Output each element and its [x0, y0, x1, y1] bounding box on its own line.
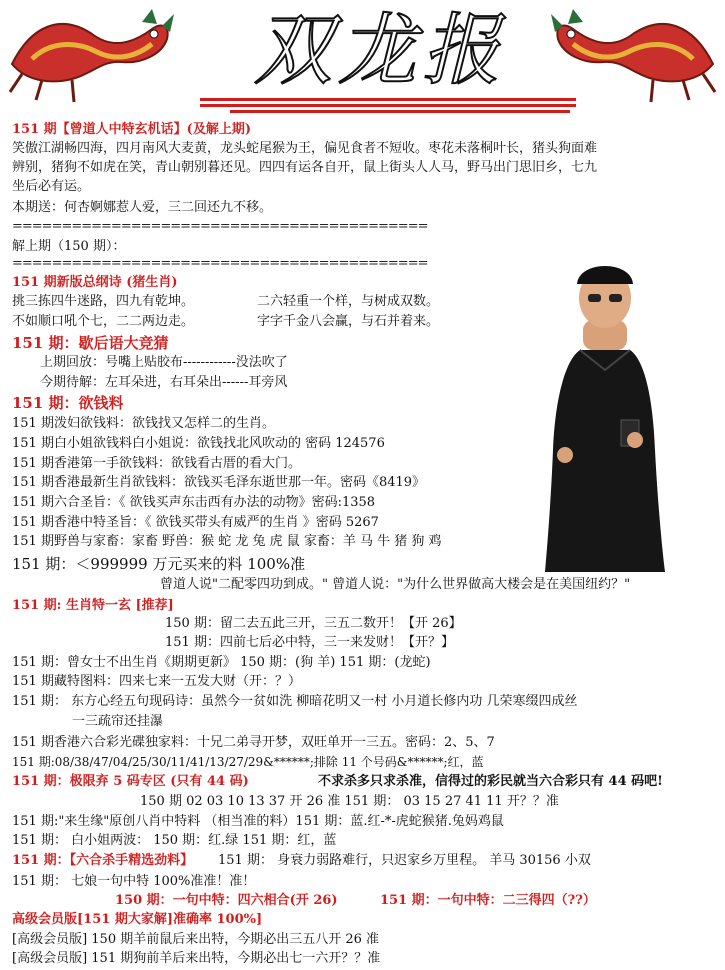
xiehouyu-heading: 151 期：歇后语大竞猜: [12, 334, 169, 352]
poem-line-1b: 二六轻重一个样，与树成双数。: [257, 294, 440, 309]
zodiac-heading: 151 期: 生肖特一玄 [推荐]: [12, 598, 174, 613]
yuqian-item: 151 期六合圣旨：《 欲钱买声东击西有办法的动物》密码:1358: [12, 495, 376, 510]
vip-heading: 高级会员版[151 期大家解]准确率 100%]: [12, 912, 263, 927]
killing-sub: 150 期 02 03 10 13 37 开 26 准 151 期： 03 15 27 41 11 开？？准: [140, 794, 559, 809]
xiehouyu-review: 上期回放：号嘴上贴胶布------------没法吹了: [40, 355, 288, 370]
poem-line-2a: 不如顺口吼个七，二二两边走。: [12, 314, 195, 329]
poem-line-2b: 字字千金八会赢，与石并着来。: [257, 314, 440, 329]
yuqian-ad: 151 期：＜999999 万元买来的料 100%准: [12, 555, 306, 573]
misc-row: 151 期： 七娘一句中特 100%准准！准！: [12, 874, 256, 889]
masthead-underline: [200, 104, 576, 107]
poem-line-1a: 挑三拣四牛迷路，四九有乾坤。: [12, 294, 195, 309]
masthead-title: 双龙报: [253, 6, 506, 96]
misc-row-b: 151 期：一句中特：二三得四（??）: [380, 893, 596, 908]
vip-row: [高级会员版] 151 期狗前羊后来出特，今期必出七一六开？？准: [12, 951, 381, 966]
yuqian-item: 151 期香港最新生肖欲钱料：欲钱买毛泽东逝世那一年。密码《8419》: [12, 475, 426, 490]
zodiac-row: 151 期:08/38/47/04/25/30/11/41/13/27/29&******;排除 11 个号码&******;红，蓝: [12, 755, 484, 769]
zodiac-row: 151 期： 东方心经五句现码诗：虽然今一贫如洗 柳暗花明又一村 小月道长修内功 几荣寒缀四成丝: [12, 694, 578, 709]
poem-heading: 151 期新版总纲诗 (猪生肖): [12, 275, 178, 290]
zodiac-row: 150 期：留二去五此三开，三五二数开！【开 26】: [165, 616, 462, 631]
yuqian-ad-sub: 曾道人说"二配零四功到成。" 曾道人说："为什么世界做高大楼会是在美国纽约？": [160, 577, 631, 592]
header-body-1: 笑傲江湖畅四海，四月南风大麦黄，龙头蛇尾猴为王，偏见食者不短收。枣花未落桐叶长，猪头狗面难: [12, 141, 598, 156]
misc-row: 151 期： 白小姐两波： 150 期：红.绿 151 期：红，蓝: [12, 833, 337, 848]
zodiac-row: 一三疏帘还挂瀑: [72, 714, 164, 729]
zodiac-row: 151 期藏特图料：四来七来一五发大财（开：？）: [12, 674, 301, 689]
yuqian-item: 151 期泼妇欲钱料：欲钱找又怎样二的生肖。: [12, 416, 275, 431]
header-heading: 151 期【曾道人中特玄机话】(及解上期): [12, 122, 251, 137]
dragon-left-image: [2, 4, 177, 108]
header-body-2: 辨别，猪狗不如虎在笑，青山朝别暮还见。四四有运各自开，鼠上街头人人马，野马出门思旧乡，七九: [12, 160, 598, 175]
yuqian-item: 151 期香港第一手欲钱料：欲钱看古厝的看大门。: [12, 456, 301, 471]
killing-text: 不求杀多只求杀准，信得过的彩民就当六合彩只有 44 码吧!: [318, 774, 663, 789]
misc-row-heading: 151 期：【六合杀手精选劲料】: [12, 853, 194, 868]
masthead-underline: [200, 98, 576, 101]
misc-row-a: 150 期：一句中特：四六相合(开 26): [115, 893, 338, 908]
header-body-3: 坐后必有运。: [12, 179, 91, 194]
header-gift: 本期送：何杏婀娜惹人爱，三二回还九不移。: [12, 200, 273, 215]
prev-solution: 解上期（150 期）：: [12, 239, 126, 254]
separator: ==========================================: [12, 256, 428, 271]
dragon-right-image: [548, 4, 723, 108]
yuqian-heading: 151 期：欲钱料: [12, 394, 124, 412]
vip-row: [高级会员版] 150 期羊前鼠后来出特，今期必出三五八开 26 准: [12, 932, 380, 947]
yuqian-item: 151 期野兽与家畜：家畜 野兽：猴 蛇 龙 兔 虎 鼠 家畜：羊 马 牛 猪 狗 鸡: [12, 534, 442, 549]
yuqian-item: 151 期香港中特圣旨：《 欲钱买带头有威严的生肖 》密码 5267: [12, 515, 379, 530]
masthead-underline: [230, 110, 570, 113]
yuqian-item: 151 期白小姐欲钱料白小姐说：欲钱找北风吹动的 密码 124576: [12, 436, 385, 451]
masthead-header: [0, 0, 725, 118]
zodiac-row: 151 期：曾女士不出生肖《期期更新》 150 期：(狗 羊) 151 期：(龙蛇): [12, 655, 431, 670]
xiehouyu-today: 今期待解：左耳朵进，右耳朵出------耳旁风: [40, 375, 288, 390]
killing-heading: 151 期：极限弃 5 码专区 (只有 44 码): [12, 774, 249, 789]
misc-row: 151 期： 身衰力弱路难行，只迟家乡万里程。 羊马 30156 小双: [218, 853, 591, 868]
zodiac-row: 151 期香港六合彩光碟独家料：十兄二弟寻开梦，双旺单开一三五。密码：2、5、7: [12, 735, 495, 750]
separator: ==========================================: [12, 219, 428, 234]
zodiac-row: 151 期：四前七后必中特，三一来发财！【开？】: [165, 635, 454, 650]
misc-row: 151 期:"来生缘"原创八肖中特料 （相当准的料）151 期：蓝.红-*-虎蛇猴猪.兔妈鸡鼠: [12, 814, 504, 829]
portrait-image: [525, 250, 685, 575]
